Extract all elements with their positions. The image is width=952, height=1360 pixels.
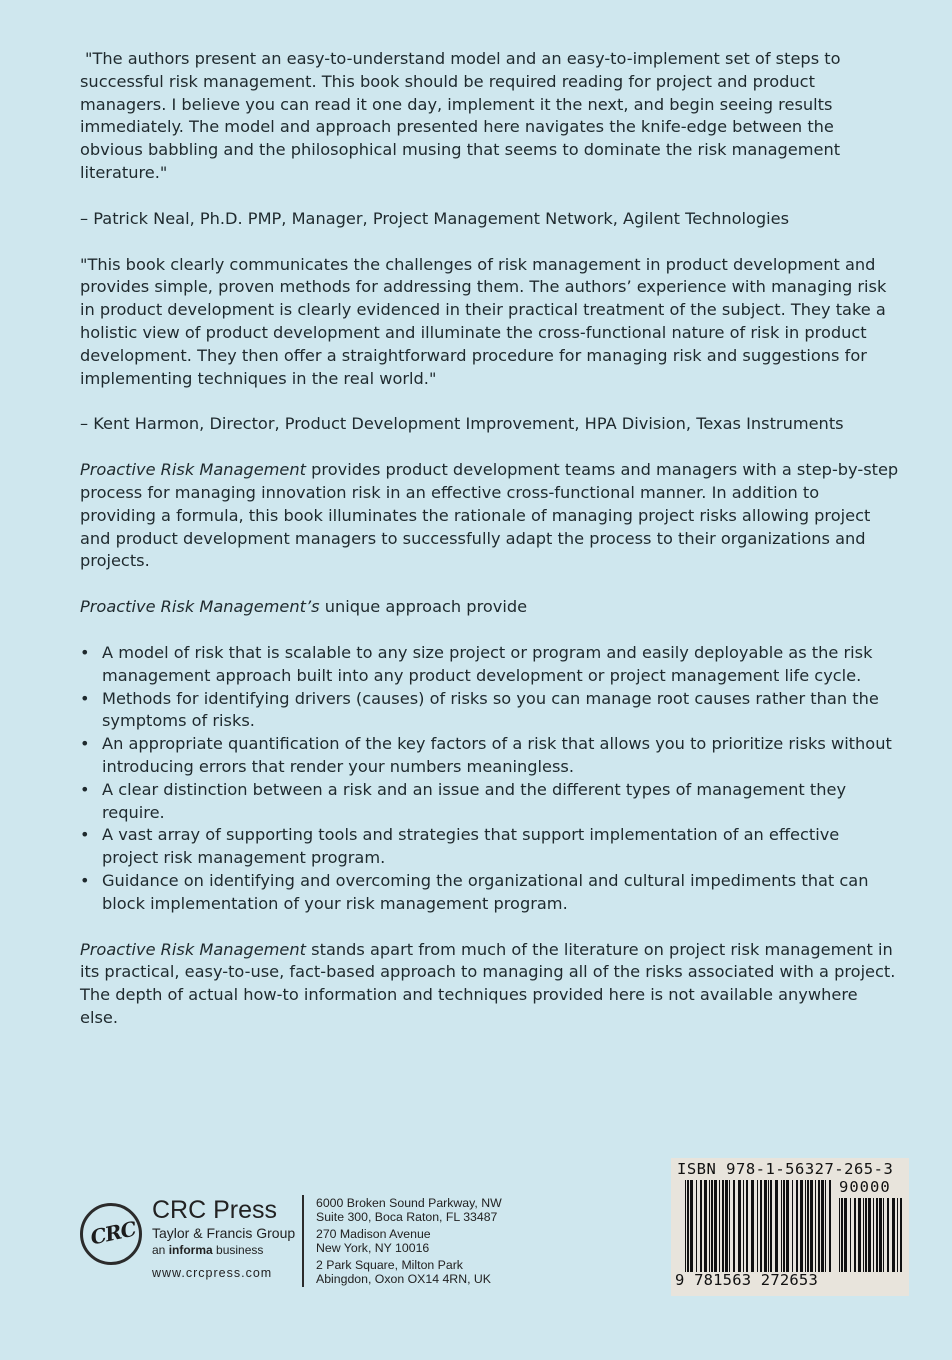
list-item: • A model of risk that is scalable to any size project or program and easily deployable as the risk management approach built into any product development or project management life cycle. [80, 642, 873, 685]
barcode-bar [760, 1180, 762, 1272]
website-link[interactable]: www.crcpress.com [152, 1266, 273, 1280]
attribution-1: – Patrick Neal, Ph.D. PMP, Manager, Project Management Network, Agilent Technologies [80, 208, 790, 228]
barcode-bar [876, 1198, 878, 1272]
barcode-bar [733, 1180, 735, 1272]
barcode-bar [786, 1180, 789, 1272]
price-barcode-bars-icon [839, 1198, 903, 1272]
publisher-block [80, 1195, 520, 1295]
barcode-bars-icon [685, 1180, 833, 1272]
attribution-2: – Kent Harmon, Director, Product Development Improvement, HPA Division, Texas Instruments [80, 414, 844, 434]
barcode-bar [863, 1198, 864, 1272]
publisher-group: Taylor & Francis Group [152, 1225, 296, 1241]
barcode-bar [887, 1198, 889, 1272]
barcode-bar [839, 1198, 840, 1272]
barcode-bar [858, 1198, 861, 1272]
back-cover-text [80, 48, 900, 1053]
barcode-bar [757, 1180, 758, 1272]
addresses [316, 1197, 502, 1290]
address-2: 270 Madison Avenue New York, NY 10016 [316, 1227, 431, 1255]
barcode-bar [711, 1180, 713, 1272]
barcode-bar [892, 1198, 895, 1272]
barcode-bar [690, 1180, 693, 1272]
barcode-bar [768, 1180, 769, 1272]
barcode-bar [805, 1180, 806, 1272]
list-item: • Guidance on identifying and overcoming the organizational and cultural impediments that can block implementation of your risk management program. [80, 870, 869, 913]
barcode-bar [722, 1180, 724, 1272]
barcode-bar [844, 1198, 847, 1272]
isbn-number: ISBN 978-1-56327-265-3 [677, 1160, 894, 1178]
quote-2: "This book clearly communicates the challenges of risk management in product development and provides simple, proven methods for addressing them. The authors’ experience with managing risk in product development is clearly evidenced in their practical treatment of the subject. They take a holistic view of product development and illuminate the cross-functional nature of risk in product development. They then offer a straightforward procedure for managing risk and suggestions for implementing techniques in the real world." [80, 254, 887, 388]
address-3: 2 Park Square, Milton Park Abingdon, Oxon OX14 4RN, UK [316, 1258, 491, 1286]
barcode-bar [696, 1180, 697, 1272]
barcode-bar [775, 1180, 778, 1272]
barcode-bar [687, 1180, 689, 1272]
quote-1: "The authors present an easy-to-understand model and an easy-to-implement set of steps to successful risk management. This book should be required reading for project and product managers. I believe you can read it one day, implement it the next, and begin seeing results immediately. The model and approach presented here navigates the knife-edge between the obvious babbling and the philosophical musing that seems to dominate the risk management literature." [80, 49, 841, 182]
barcode-bar [850, 1198, 851, 1272]
barcode-bar [746, 1180, 748, 1272]
barcode-bar [729, 1180, 730, 1272]
barcode-bar [743, 1180, 744, 1272]
barcode-bar [865, 1198, 867, 1272]
intro-paragraph [80, 459, 900, 573]
barcode-bar [883, 1198, 884, 1272]
logo-text: CRC [88, 1216, 138, 1250]
list-item: • An appropriate quantification of the key factors of a risk that allows you to prioritize risks without introducing errors that render your numbers meaningless. [80, 734, 892, 776]
price-code: 90000 [839, 1178, 891, 1196]
barcode-digits: 9 781563 272653 [675, 1271, 818, 1289]
approach-text: unique approach provide [319, 597, 528, 617]
barcode-bar [770, 1180, 772, 1272]
book-title: Proactive Risk Management [80, 460, 307, 480]
divider [302, 1195, 304, 1287]
barcode-bar [719, 1180, 720, 1272]
barcode-bar [751, 1180, 754, 1272]
approach-paragraph [80, 596, 900, 619]
barcode-bar [815, 1180, 816, 1272]
closing-paragraph [80, 939, 900, 1030]
barcode-bar [841, 1198, 843, 1272]
barcode-bar [825, 1180, 826, 1272]
barcode-bar [714, 1180, 717, 1272]
barcode-bar [700, 1180, 702, 1272]
list-item: • A clear distinction between a risk and an issue and the different types of management they require. [80, 779, 847, 822]
barcode-bar [873, 1198, 874, 1272]
barcode-bar [818, 1180, 820, 1272]
barcode-bar [781, 1180, 782, 1272]
barcode-bar [868, 1198, 871, 1272]
publisher-brand [152, 1195, 302, 1280]
barcode-bar [704, 1180, 707, 1272]
barcode-bar [709, 1180, 710, 1272]
closing-text: stands apart from much of the literature on project risk management in its practical, easy-to-use, fact-based approach to managing all of the risks associated with a project. The depth of actual how-to information and techniques provided here is not available anywhere else. [80, 939, 896, 1027]
barcode-bar [897, 1198, 898, 1272]
address-1: 6000 Broken Sound Parkway, NW Suite 300, Boca Raton, FL 33487 [316, 1196, 502, 1224]
barcode-bar [783, 1180, 785, 1272]
crc-logo-icon [80, 1203, 142, 1265]
barcode-bar [796, 1180, 798, 1272]
barcode-bar [685, 1180, 686, 1272]
business-tagline: an informa business [152, 1243, 264, 1257]
book-title: Proactive Risk Management’s [80, 597, 320, 617]
barcode-bar [829, 1180, 831, 1272]
barcode-bar [821, 1180, 824, 1272]
barcode-bar [807, 1180, 809, 1272]
barcode-bar [900, 1198, 902, 1272]
barcode-bar [800, 1180, 803, 1272]
barcode [671, 1158, 909, 1296]
book-title: Proactive Risk Management [80, 939, 307, 959]
barcode-bar [725, 1180, 728, 1272]
publisher-name: CRC Press [152, 1196, 278, 1224]
feature-list [80, 642, 900, 916]
barcode-bar [792, 1180, 793, 1272]
barcode-bar [738, 1180, 741, 1272]
barcode-bar [764, 1180, 767, 1272]
list-item: • A vast array of supporting tools and strategies that support implementation of an effective project risk management program. [80, 825, 840, 868]
barcode-bar [810, 1180, 813, 1272]
intro-text: provides product development teams and managers with a step-by-step process for managing innovation risk in an effective cross-functional manner. In addition to providing a formula, this book illuminates the rationale of managing project risks allowing project and product development managers to successfully adapt the process to their organizations and projects. [80, 460, 899, 571]
barcode-bar [879, 1198, 882, 1272]
list-item: • Methods for identifying drivers (causes) of risks so you can manage root causes rather than the symptoms of risks. [80, 688, 879, 731]
barcode-bar [854, 1198, 856, 1272]
